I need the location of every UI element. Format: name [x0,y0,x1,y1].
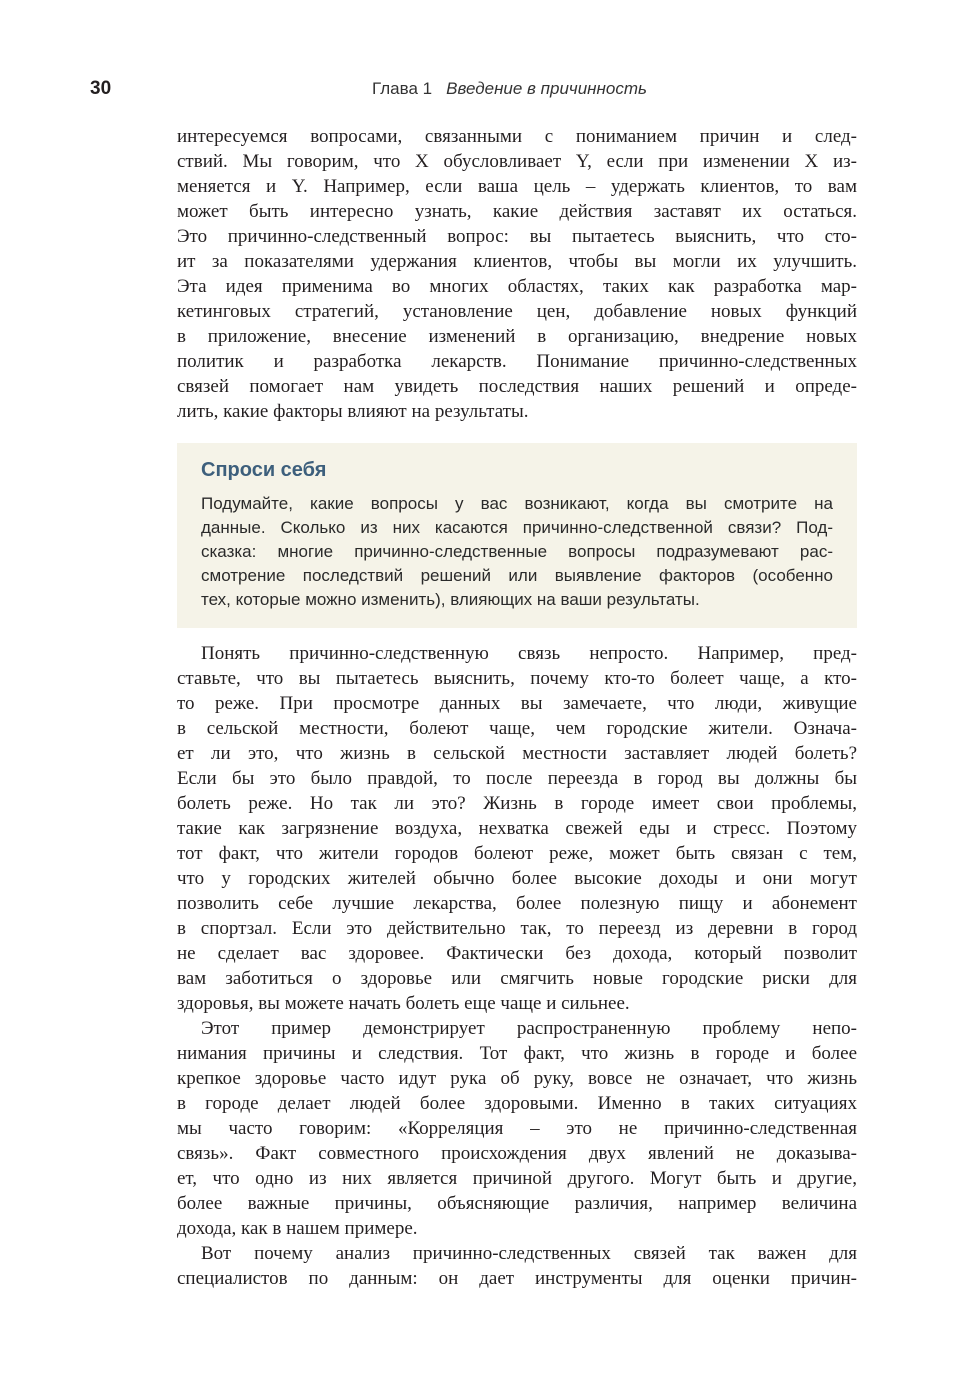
text-line: вам заботиться о здоровье или смягчить новые городские риски для [177,968,857,989]
text-line: болеть реже. Но так ли это? Жизнь в городе имеет свои проблемы, [177,793,857,814]
paragraph-3 [177,1016,857,1241]
chapter-title: Введение в причинность [446,79,647,98]
paragraph-2 [177,641,857,1016]
text-line: в приложение, внесение изменений в организацию, внедрение новых [177,326,857,347]
text-line: лить, какие факторы влияют на результаты. [177,401,529,422]
text-line: Понять причинно-следственную связь непросто. Например, пред- [201,643,857,664]
running-header [372,79,647,99]
text-line: тот факт, что жители городов болеют реже, может быть связан с тем, [177,843,857,864]
text-line: Если бы это было правдой, то после переезда в город вы должны бы [177,768,857,789]
text-line: позволить себе лучшие лекарства, более полезную пищу и абонемент [177,893,857,914]
text-line: специалистов по данным: он дает инструменты для оценки причин- [177,1268,857,1289]
text-line: тех, которые можно изменить), влияющих на ваши результаты. [201,590,700,609]
text-line: может быть интересно узнать, какие действия заставят их остаться. [177,201,857,222]
text-line: не сделает вас здоровее. Фактически без дохода, который позволит [177,943,857,964]
callout-box [177,443,857,628]
text-line: связей помогает нам увидеть последствия наших решений и опреде- [177,376,857,397]
text-line: в городе делает людей более здоровыми. Именно в таких ситуациях [177,1093,857,1114]
text-line: ставьте, что вы пытаетесь выяснить, почему кто-то болеет чаще, а кто- [177,668,857,689]
text-line: более важные причины, объясняющие различия, например величина [177,1193,857,1214]
text-line: смотрение последствий решений или выявление факторов (особенно [201,566,833,585]
text-line: ствий. Мы говорим, что X обусловливает Y, если при изменении X из- [177,151,857,172]
callout-title: Спроси себя [201,459,327,481]
text-line: дохода, как в нашем примере. [177,1218,418,1239]
text-line: Вот почему анализ причинно-следственных связей так важен для [201,1243,857,1264]
text-line: ит за показателями удержания клиентов, чтобы вы могли их улучшить. [177,251,857,272]
text-line: интересуемся вопросами, связанными с пониманием причин и след- [177,126,857,147]
text-line: Этот пример демонстрирует распространенную проблему непо- [201,1018,857,1039]
text-line: Эта идея применима во многих областях, таких как разработка мар- [177,276,857,297]
paragraph-4 [177,1241,857,1291]
text-line: сказка: многие причинно-следственные вопросы подразумевают рас- [201,542,833,561]
text-line: кетинговых стратегий, установление цен, добавление новых функций [177,301,857,322]
text-line: что у городских жителей обычно более высокие доходы и они могут [177,868,857,889]
text-line: ет ли это, что жизнь в сельской местности заставляет людей болеть? [177,743,857,764]
text-line: Подумайте, какие вопросы у вас возникают, когда вы смотрите на [201,494,833,513]
text-line: данные. Сколько из них касаются причинно-следственной связи? Под- [201,518,833,537]
text-line: политик и разработка лекарств. Понимание причинно-следственных [177,351,857,372]
chapter-label: Глава 1 [372,79,433,98]
callout-text [201,492,833,612]
text-line: мы часто говорим: «Корреляция – это не причинно-следственная [177,1118,857,1139]
text-line: ет, что одно из них является причиной другого. Могут быть и другие, [177,1168,857,1189]
text-line: меняется и Y. Например, если ваша цель – удержать клиентов, то вам [177,176,857,197]
text-line: в сельской местности, болеют чаще, чем городские жители. Означа- [177,718,857,739]
text-line: нимания причины и следствия. Тот факт, что жизнь в городе и более [177,1043,857,1064]
text-line: такие как загрязнение воздуха, нехватка свежей еды и стресс. Поэтому [177,818,857,839]
text-line: в спортзал. Если это действительно так, то переезд из деревни в город [177,918,857,939]
text-line: крепкое здоровье часто идут рука об руку, вовсе не означает, что жизнь [177,1068,857,1089]
text-line: то реже. При просмотре данных вы замечаете, что люди, живущие [177,693,857,714]
page-number: 30 [90,78,112,99]
text-line: связь». Факт совместного происхождения двух явлений не доказыва- [177,1143,857,1164]
paragraph-1 [177,124,857,424]
text-line: здоровья, вы можете начать болеть еще чаще и сильнее. [177,993,630,1014]
text-line: Это причинно-следственный вопрос: вы пытаетесь выяснить, что сто- [177,226,857,247]
